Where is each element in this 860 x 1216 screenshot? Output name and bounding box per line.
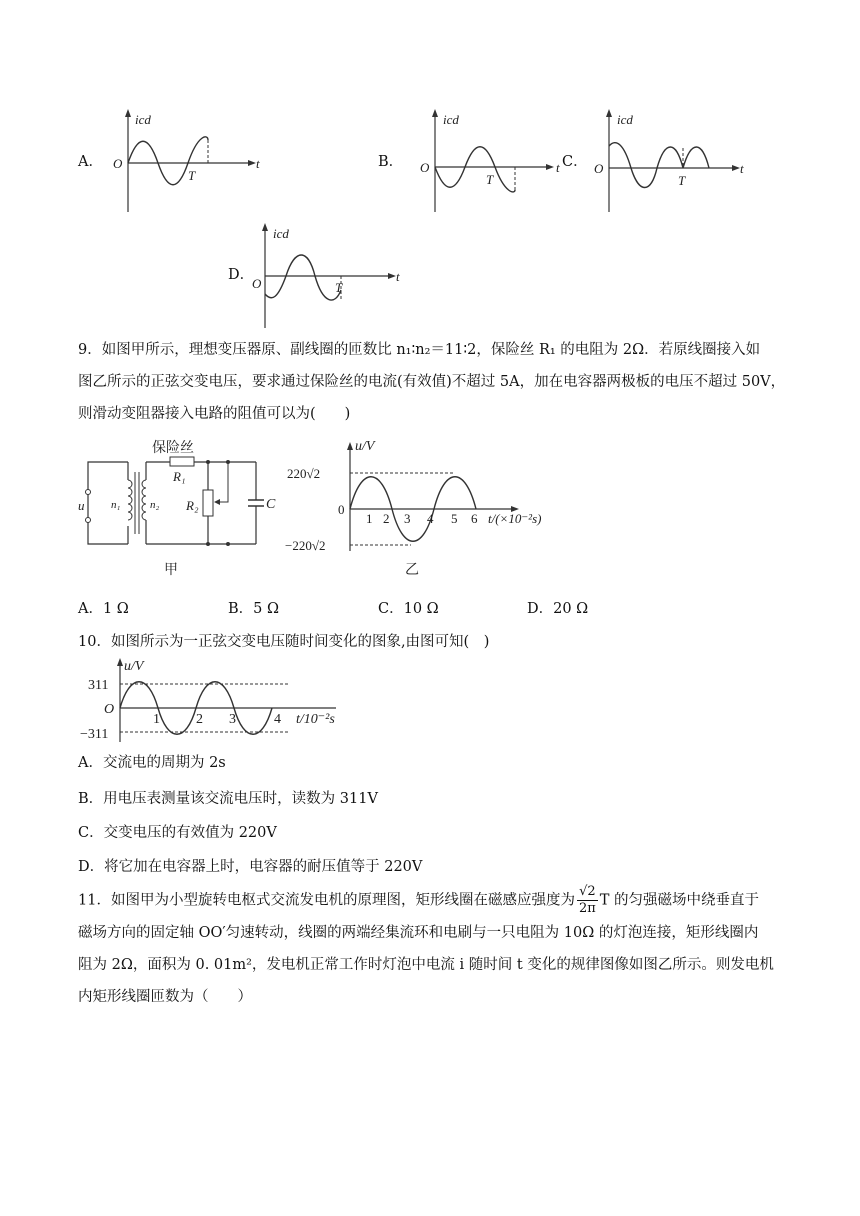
svg-text:311: 311 — [88, 678, 109, 693]
svg-text:乙: 乙 — [405, 563, 419, 578]
q11-frac-den: 2π — [578, 901, 596, 916]
q8-a-wave — [128, 137, 208, 185]
q10-option-c[interactable]: C．交变电压的有效值为 220V — [78, 825, 277, 841]
svg-text:−220√2: −220√2 — [285, 538, 326, 553]
q8-graph-c — [594, 106, 754, 216]
q8-option-b-label: B． — [378, 154, 404, 170]
svg-text:C: C — [266, 497, 276, 512]
svg-text:t: t — [740, 161, 744, 176]
q11-line3: 阻为 2Ω，面积为 0. 01m²，发电机正常工作时灯泡中电流 i 随时间 t 变化的规律图像如图乙所示。则发电机 — [78, 957, 774, 973]
svg-text:R₁: R₁ — [173, 469, 186, 484]
svg-text:4: 4 — [427, 511, 434, 526]
svg-text:3: 3 — [229, 712, 236, 727]
svg-text:n₁: n₁ — [111, 499, 121, 511]
q8-b-wave — [435, 147, 515, 192]
svg-text:R₂: R₂ — [186, 498, 199, 513]
q11-part2: T 的匀强磁场中绕垂直于 — [599, 892, 760, 909]
q8-option-d-label: D． — [228, 267, 255, 283]
svg-text:T: T — [678, 173, 686, 188]
svg-text:t/10⁻²s: t/10⁻²s — [296, 712, 335, 727]
q8-c-wave — [609, 143, 683, 188]
q9-stem-line2: 图乙所示的正弦交变电压，要求通过保险丝的电流(有效值)不超过 5A，加在电容器两极板的电压不超过 50V， — [78, 374, 786, 390]
q9-option-a[interactable]: A．1 Ω — [78, 601, 129, 617]
svg-text:u/V: u/V — [124, 659, 144, 674]
svg-text:1: 1 — [366, 511, 373, 526]
svg-text:icd: icd — [273, 226, 289, 241]
svg-text:甲: 甲 — [164, 563, 178, 578]
svg-text:1: 1 — [153, 712, 160, 727]
q8-graph-b — [420, 106, 580, 216]
svg-text:220√2: 220√2 — [287, 466, 321, 481]
svg-text:O: O — [113, 156, 123, 171]
svg-text:O: O — [420, 160, 430, 175]
q9-voltage-graph — [285, 436, 555, 586]
svg-text:T: T — [335, 280, 343, 295]
svg-text:O: O — [104, 702, 115, 717]
svg-text:u/V: u/V — [355, 439, 375, 454]
svg-text:t: t — [556, 160, 560, 175]
svg-text:4: 4 — [274, 712, 281, 727]
svg-text:2: 2 — [196, 712, 203, 727]
svg-text:−311: −311 — [80, 727, 109, 742]
q9-option-d[interactable]: D．20 Ω — [527, 601, 589, 617]
svg-text:n₂: n₂ — [150, 499, 160, 511]
q10-option-b[interactable]: B．用电压表测量该交流电压时，读数为 311V — [78, 791, 378, 807]
q10-option-d[interactable]: D．将它加在电容器上时，电容器的耐压值等于 220V — [78, 859, 423, 875]
q11-stem — [78, 884, 818, 1013]
svg-text:5: 5 — [451, 511, 458, 526]
q9-stem-line3: 则滑动变阻器接入电路的阻值可以为( ) — [78, 406, 351, 422]
svg-text:保险丝: 保险丝 — [152, 441, 194, 456]
q9-option-b[interactable]: B．5 Ω — [228, 601, 280, 617]
svg-text:icd: icd — [135, 112, 151, 127]
q11-frac-num: √2 — [577, 884, 598, 901]
svg-text:2: 2 — [383, 511, 390, 526]
q10-voltage-graph — [78, 656, 368, 744]
svg-text:T: T — [486, 172, 494, 187]
svg-text:t/(×10⁻²s): t/(×10⁻²s) — [488, 511, 542, 526]
q9-circuit-diagram — [78, 436, 288, 586]
q8-d-wave — [265, 255, 341, 300]
q11-fraction — [577, 884, 598, 917]
q11-line4: 内矩形线圈匝数为（ ） — [78, 989, 252, 1005]
q9-stem — [78, 334, 818, 430]
svg-text:u: u — [78, 498, 85, 513]
svg-text:O: O — [594, 161, 604, 176]
svg-text:icd: icd — [617, 112, 633, 127]
svg-text:0: 0 — [338, 502, 345, 517]
q11-line2: 磁场方向的固定轴 OO′匀速转动，线圈的两端经集流环和电刷与一只电阻为 10Ω 的灯泡连接，矩形线圈内 — [78, 925, 759, 941]
q8-option-c-label: C． — [562, 154, 588, 170]
svg-text:t: t — [256, 156, 260, 171]
q10-stem: 10．如图所示为一正弦交变电压随时间变化的图象,由图可知( ) — [78, 634, 490, 650]
q8-graph-a — [110, 106, 270, 216]
q10-option-a[interactable]: A．交流电的周期为 2s — [78, 755, 226, 771]
svg-text:t: t — [396, 269, 400, 284]
q8-option-a-label: A． — [78, 154, 103, 170]
q11-line1 — [78, 884, 818, 917]
q9-option-c[interactable]: C．10 Ω — [378, 601, 439, 617]
q11-part1: 11．如图甲为小型旋转电枢式交流发电机的原理图，矩形线圈在磁感应强度为 — [78, 892, 575, 909]
svg-text:3: 3 — [404, 511, 411, 526]
svg-text:icd: icd — [443, 112, 459, 127]
svg-text:T: T — [188, 168, 196, 183]
svg-text:O: O — [252, 276, 262, 291]
svg-text:6: 6 — [471, 511, 478, 526]
q8-graph-d — [250, 220, 410, 330]
q9-stem-line1: 9．如图甲所示，理想变压器原、副线圈的匝数比 n₁∶n₂＝11∶2，保险丝 R₁ 的电阻为 2Ω．若原线圈接入如 — [78, 342, 761, 358]
